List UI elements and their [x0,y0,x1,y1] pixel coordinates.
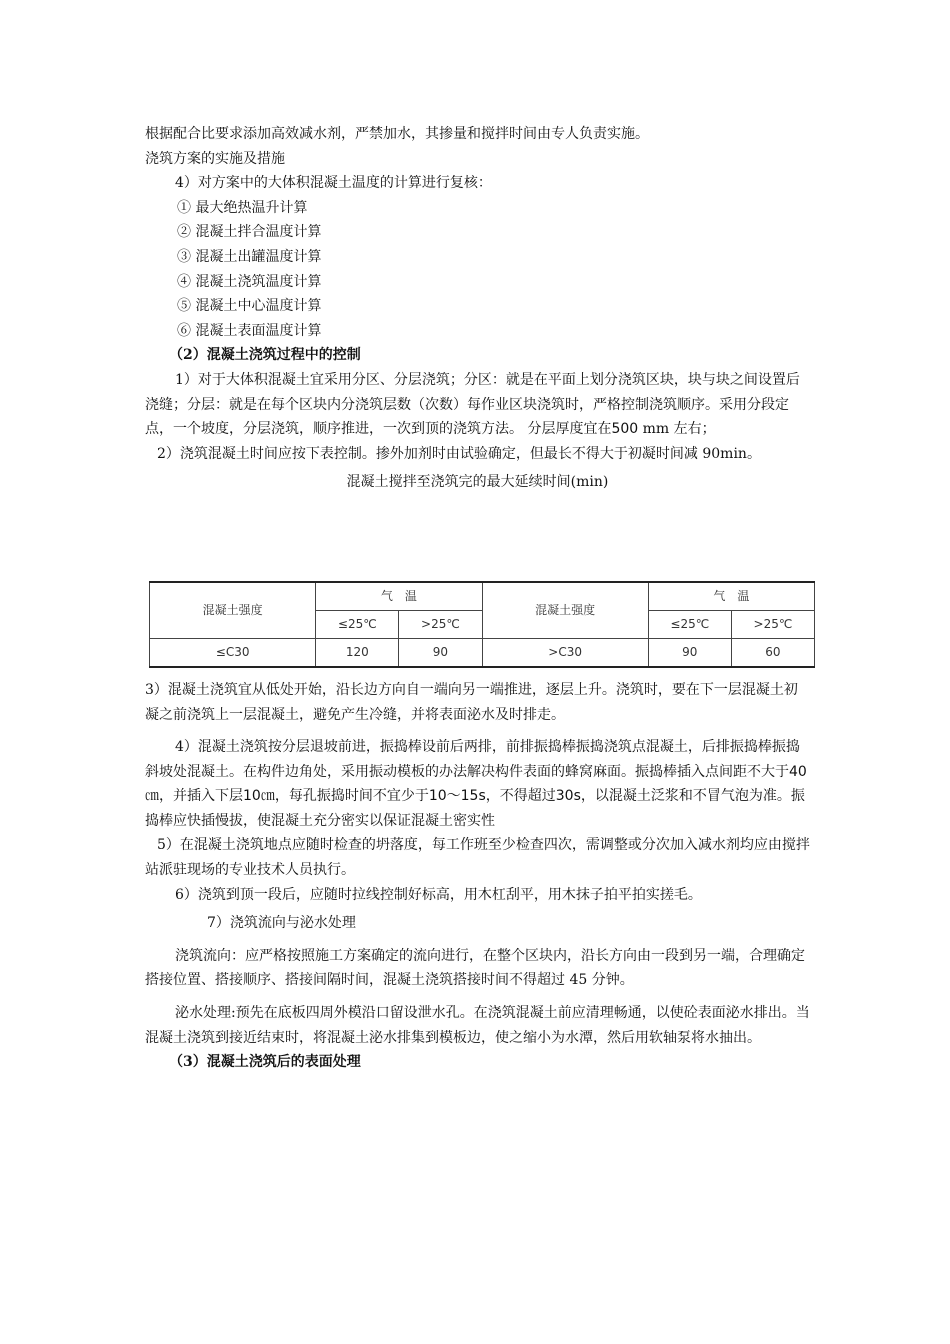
paragraph-leveling: 6）浇筑到顶一段后，应随时拉线控制好标高，用木杠刮平，用木抹子拍平拍实搓毛。 [175,886,702,903]
document-body [145,122,810,1075]
paragraph-text: 1）对于大体积混凝土宜采用分区、分层浇筑；分区：就是在平面上划分浇筑区块，块与块之间设置后浇缝；分层：就是在每个区块内分浇筑层数（次数）每作业区块浇筑时，严格控制浇筑顺序。采用分段定点，一个坡度，分层浇筑，顺序推进，一次到顶的浇筑方法。 分层厚度宜在 [145,371,800,438]
paragraph-slump-check: 5）在混凝土浇筑地点应随时检查的坍落度，每工作班至少检查四次，需调整或分次加入减水剂均应由搅拌站派驻现场的专业技术人员执行。 [145,837,810,879]
table-subheader-high: >25℃ [399,610,482,638]
table-header-temperature: 气 温 [648,582,814,611]
section-heading-2: （2）混凝土浇筑过程中的控制 [169,347,361,364]
sub-heading-flow: 7）浇筑流向与泌水处理 [207,915,356,932]
section-heading-3: （3）混凝土浇筑后的表面处理 [169,1054,361,1071]
list-item: ⑥ 混凝土表面温度计算 [177,322,322,339]
paragraph-text: ，不得超过 [485,788,556,805]
paragraph-vibration [145,735,810,833]
paragraph-pour-direction: 3）混凝土浇筑宜从低处开始，沿长边方向自一端向另一端推进，逐层上升。浇筑时，要在下一层混凝土初凝之前浇筑上一层混凝土，避免产生冷缝，并将表面泌水及时排走。 [145,681,798,723]
paragraph-pour-time: 2）浇筑混凝土时间应按下表控制。掺外加剂时由试验确定，但最长不得大于初凝时间减 90min。 [157,445,761,462]
paragraph-layering [145,368,810,442]
paragraph-text: ，每孔振捣时间不宜少于 [274,788,429,805]
table-cell: >C30 [482,638,648,667]
paragraph-text: 4）混凝土浇筑按分层退坡前进，振捣棒设前后两排，前排振捣棒振捣浇筑点混凝土，后排振捣棒振捣斜坡处混凝土。在构件边角处，采用振动模板的办法解决构件表面的蜂窝麻面。振捣棒插入点间距不大于 [145,739,800,780]
list-item: ③ 混凝土出罐温度计算 [177,248,322,265]
paragraph-text: mm 左右； [638,421,716,438]
spacing-value: 40㎝ [145,763,807,805]
table-cell: 90 [399,638,482,667]
paragraph-text: ，并插入下层 [159,788,243,805]
list-item: ④ 混凝土浇筑温度计算 [177,273,322,290]
table-header-temperature: 气 温 [316,582,482,611]
depth-value: 10㎝ [243,788,275,805]
list-item: ② 混凝土拌合温度计算 [177,224,322,241]
list-item: ⑤ 混凝土中心温度计算 [177,298,322,315]
table-subheader-high: >25℃ [731,610,814,638]
table-subheader-low: ≤25℃ [316,610,399,638]
table-cell: 120 [316,638,399,667]
duration-range-value: 10～15s [428,788,486,805]
paragraph-scheme-title: 浇筑方案的实施及措施 [145,150,285,167]
paragraph-bleeding: 泌水处理:预先在底板四周外模沿口留设泄水孔。在浇筑混凝土前应清理畅通，以使砼表面泌水排出。当混凝土浇筑到接近结束时，将混凝土泌水排集到模板边，使之缩小为水潭，然后用软轴泵将水抽出。 [145,1005,810,1046]
list-item: ① 最大绝热温升计算 [177,199,308,216]
paragraph-text: ，以混凝土泛浆和不冒气泡为准。振捣棒应快插慢拔，使混凝土充分密实以保证混凝土密实性 [145,788,805,829]
table-cell: ≤C30 [150,638,316,667]
layer-thickness-value: 500 [611,421,639,438]
table-title: 混凝土搅拌至浇筑完的最大延续时间(min) [346,474,609,491]
table-row [150,638,815,667]
spacer [145,495,810,581]
table-cell: 90 [648,638,731,667]
paragraph-admixture: 根据配合比要求添加高效减水剂，严禁加水，其掺量和搅拌时间由专人负责实施。 [145,126,649,142]
table-header-strength: 混凝土强度 [482,582,648,639]
table-cell: 60 [731,638,814,667]
table-subheader-low: ≤25℃ [648,610,731,638]
table-header-strength: 混凝土强度 [150,582,316,639]
paragraph-temp-check: 4）对方案中的大体积混凝土温度的计算进行复核： [175,175,492,192]
duration-table [149,581,815,668]
max-duration-value: 30s [555,788,581,805]
paragraph-flow-direction: 浇筑流向：应严格按照施工方案确定的流向进行，在整个区块内，沿长方向由一段到另一端，合理确定搭接位置、搭接顺序、搭接间隔时间，混凝土浇筑搭接时间不得超过 45 分钟。 [145,947,805,989]
